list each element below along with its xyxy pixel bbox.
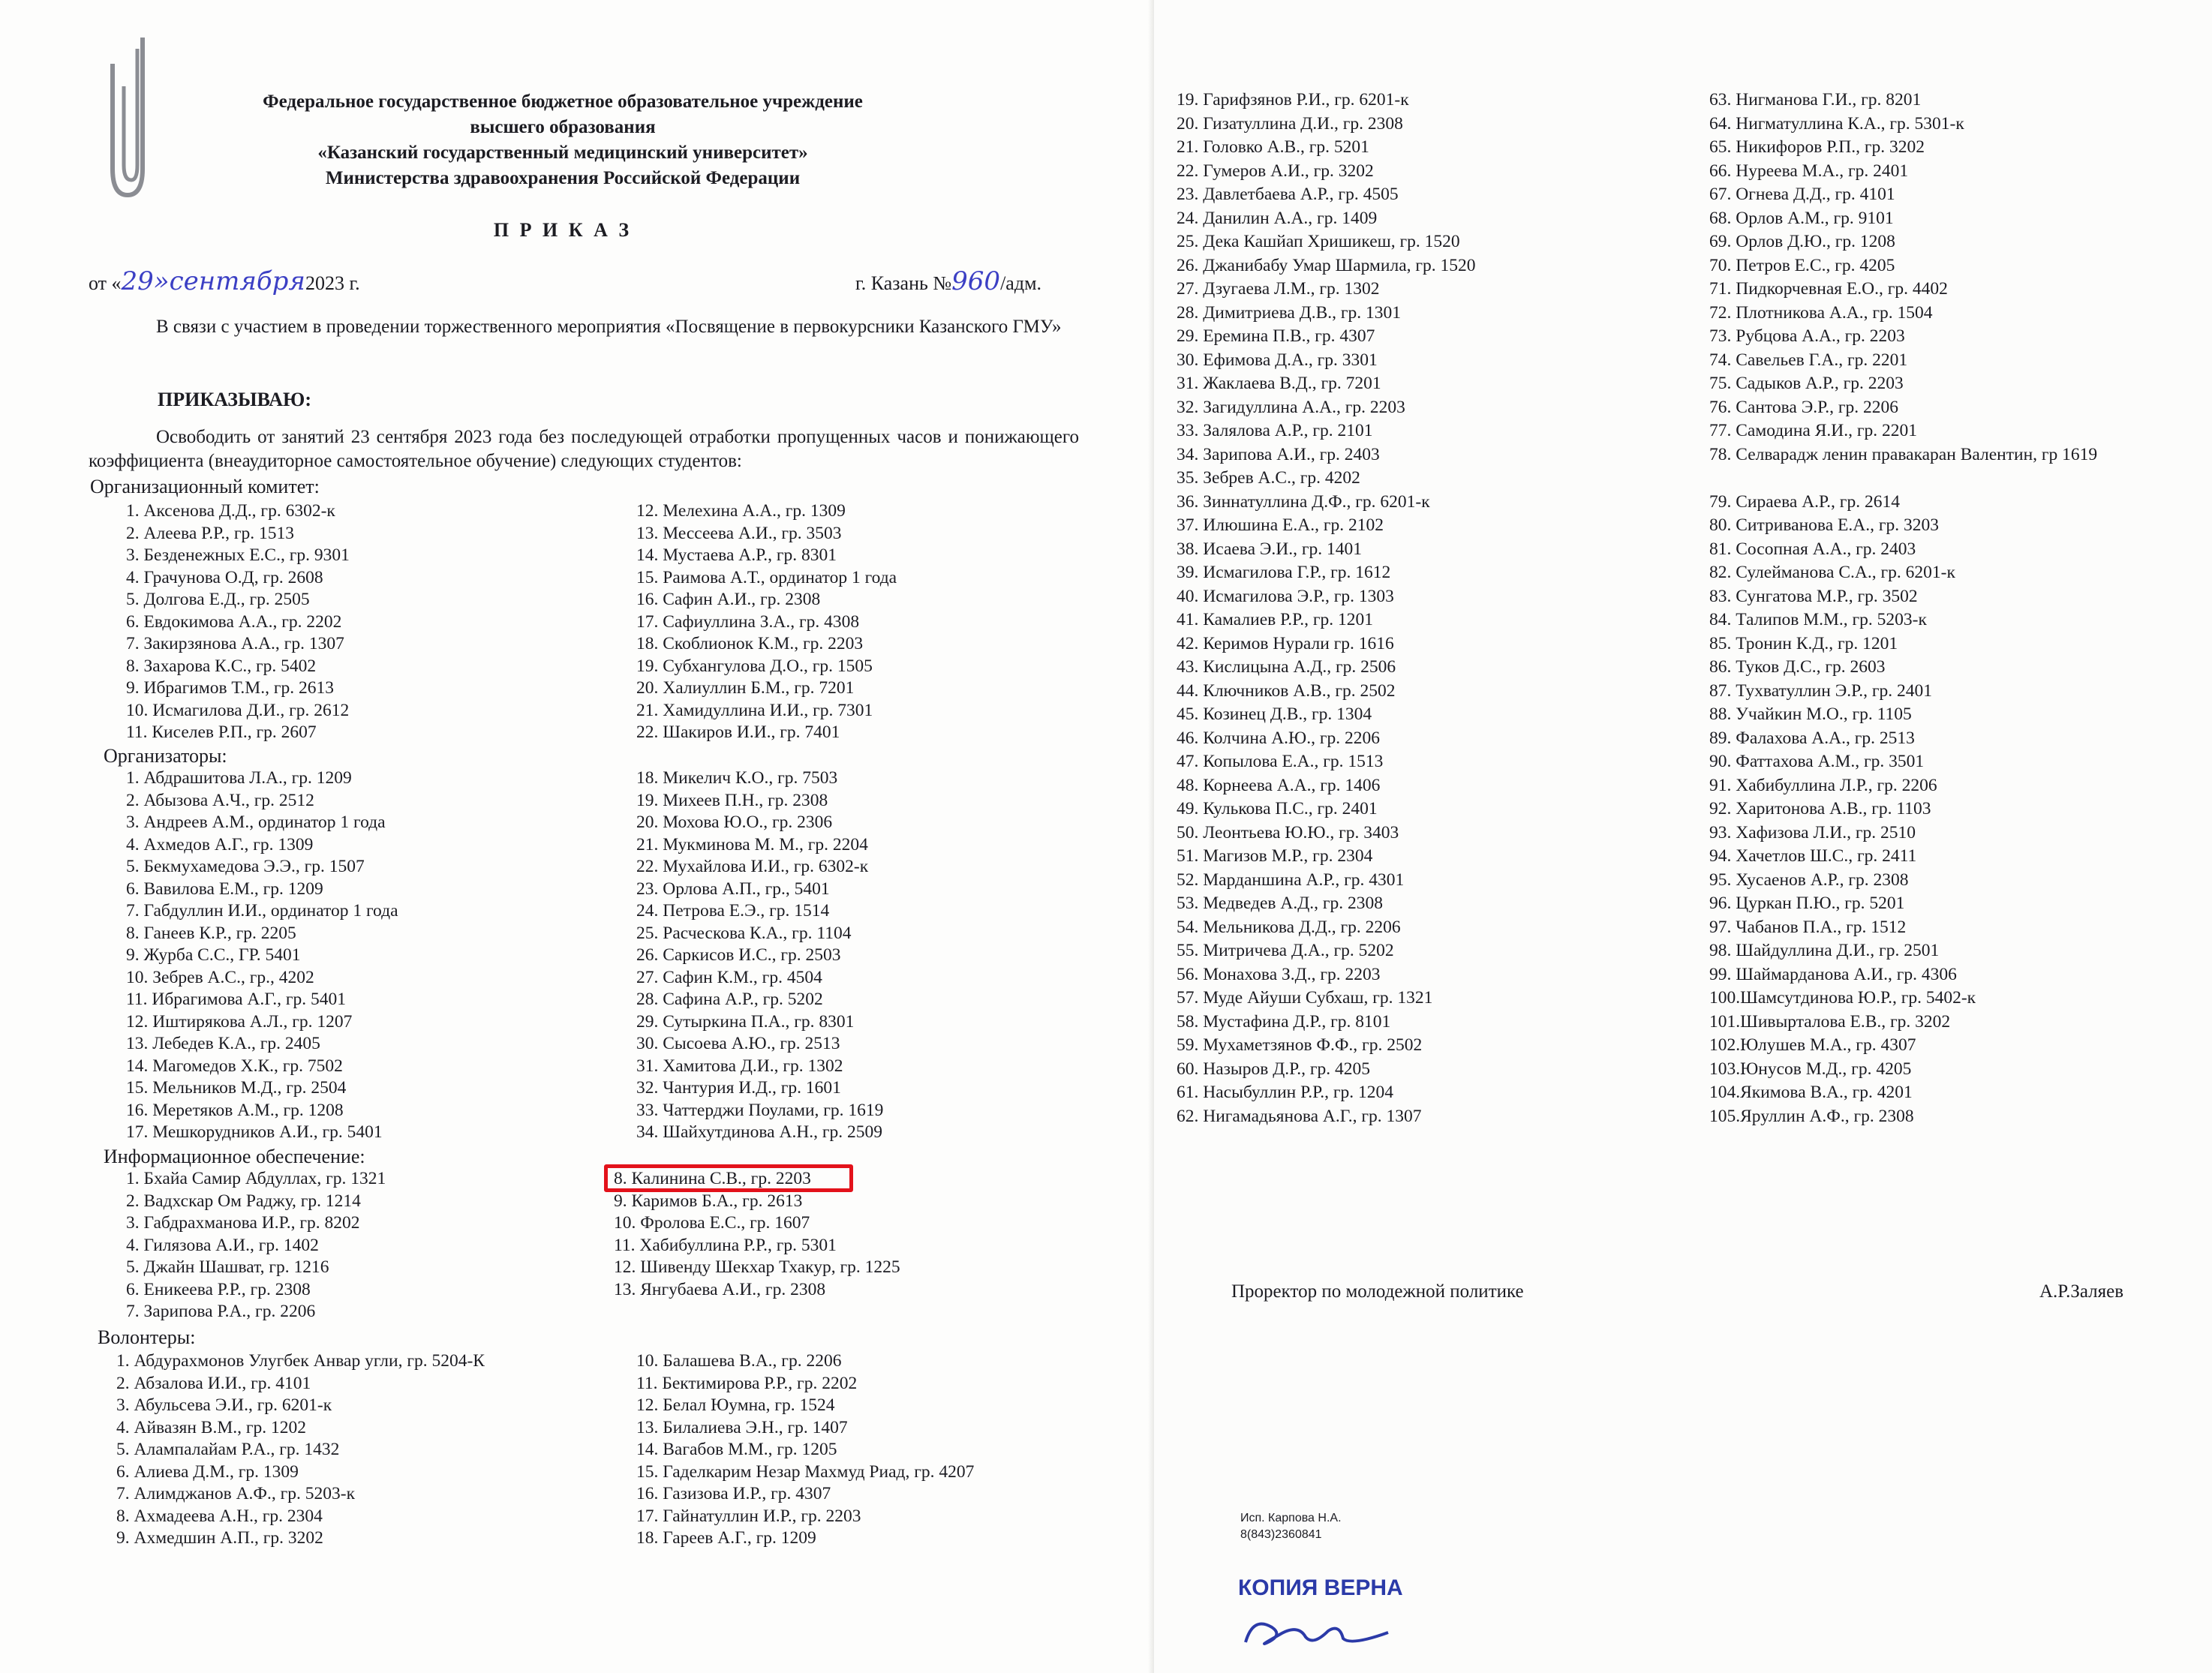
list-item: 4. Айвазян В.М., гр. 1202 — [116, 1417, 307, 1437]
list-item: 9. Журба С.С., ГР. 5401 — [126, 945, 301, 965]
list-item: 22. Гумеров А.И., гр. 3202 — [1177, 161, 1374, 181]
list-item: 72. Плотникова А.А., гр. 1504 — [1709, 302, 1933, 323]
header-line-2: высшего образования — [470, 117, 656, 137]
list-item: 27. Дзугаева Л.М., гр. 1302 — [1177, 279, 1380, 299]
list-item: 47. Копылова Е.А., гр. 1513 — [1177, 752, 1384, 771]
list-item: 22. Мухайлова И.И., гр. 6302-к — [636, 857, 869, 876]
list-item: 9. Ибрагимов Т.М., гр. 2613 — [126, 678, 334, 698]
list-item: 2. Вадхскар Ом Раджу, гр. 1214 — [126, 1191, 361, 1211]
list-item: 14. Мустаева А.Р., гр. 8301 — [636, 545, 837, 565]
list-item: 104.Якимова В.А., гр. 4201 — [1709, 1083, 1913, 1102]
list-item: 14. Магомедов Х.К., гр. 7502 — [126, 1056, 343, 1076]
list-item: 20. Мохова Ю.О., гр. 2306 — [636, 812, 833, 832]
header-line-4: Министерства здравоохранения Российской Федерации — [325, 168, 801, 188]
signature-name: А.Р.Заляев — [2039, 1281, 2124, 1302]
list-item: 7. Габдуллин И.И., ординатор 1 года — [126, 901, 398, 921]
list-item: 6. Евдокимова А.А., гр. 2202 — [126, 611, 342, 632]
list-item: 23. Давлетбаева А.Р., гр. 4505 — [1177, 185, 1399, 204]
list-item: 19. Михеев П.Н., гр. 2308 — [636, 790, 828, 810]
list-item: 34. Зарипова А.И., гр. 2403 — [1177, 444, 1380, 464]
list-item: 8. Захарова К.С., гр. 5402 — [126, 656, 317, 676]
list-item: 70. Петров Е.С., гр. 4205 — [1709, 255, 1895, 275]
list-item: 6. Алиева Д.М., гр. 1309 — [116, 1461, 299, 1482]
list-item: 17. Мешкорудников А.И., гр. 5401 — [126, 1122, 383, 1142]
list-item: 7. Закирзянова А.А., гр. 1307 — [126, 634, 344, 653]
list-item: 58. Мустафина Д.Р., гр. 8101 — [1177, 1011, 1391, 1032]
info-support-left-list — [126, 1168, 386, 1323]
highlight-box — [604, 1164, 853, 1192]
list-item: 54. Мельникова Д.Д., гр. 2206 — [1177, 917, 1401, 937]
list-item: 71. Пидкорчевная Е.О., гр. 4402 — [1709, 279, 1948, 299]
list-item: 97. Чабанов П.А., гр. 1512 — [1709, 917, 1907, 937]
list-item: 57. Муде Айуши Субхаш, гр. 1321 — [1177, 988, 1433, 1008]
list-item: 43. Кислицына А.Д., гр. 2506 — [1177, 657, 1396, 677]
list-item: 84. Талипов М.М., гр. 5203-к — [1709, 610, 1927, 629]
list-item: 6. Еникеева Р.Р., гр. 2308 — [126, 1279, 311, 1299]
stamp-text: КОПИЯ ВЕРНА — [1238, 1575, 1403, 1600]
list-item: 11. Бектимирова Р.Р., гр. 2202 — [636, 1373, 858, 1393]
list-item: 22. Шакиров И.И., гр. 7401 — [636, 722, 840, 742]
list-item: 11. Киселев Р.П., гр. 2607 — [126, 722, 317, 742]
list-item: 60. Назыров Д.Р., гр. 4205 — [1177, 1059, 1370, 1079]
list-item: 37. Илюшина Е.А., гр. 2102 — [1177, 515, 1384, 535]
list-item: 95. Хусаенов А.Р., гр. 2308 — [1709, 870, 1909, 890]
volunteers-left-list — [116, 1350, 485, 1550]
list-item: 10. Фролова Е.С., гр. 1607 — [614, 1213, 810, 1233]
list-item: 85. Тронин К.Д., гр. 1201 — [1709, 633, 1898, 653]
list-item: 67. Огнева Д.Д., гр. 4101 — [1709, 185, 1895, 204]
order-place: г. Казань № — [855, 272, 952, 294]
list-item: 78. Селварадж ленин правакаран Валентин, гр 1619 — [1709, 444, 2098, 464]
list-item: 77. Самодина Я.И., гр. 2201 — [1709, 421, 1917, 440]
list-item: 56. Монахова З.Д., гр. 2203 — [1177, 964, 1381, 984]
list-item: 16. Газизова И.Р., гр. 4307 — [636, 1484, 831, 1503]
org-committee-right-list — [636, 500, 897, 744]
list-item: 13. Лебедев К.А., гр. 2405 — [126, 1034, 320, 1053]
list-item: 16. Меретяков А.М., гр. 1208 — [126, 1100, 344, 1120]
list-item: 28. Димитриева Д.В., гр. 1301 — [1177, 302, 1402, 323]
list-item: 2. Алеева Р.Р., гр. 1513 — [126, 523, 295, 543]
list-item: 80. Ситриванова Е.А., гр. 3203 — [1709, 515, 1939, 535]
list-item: 12. Шивенду Шекхар Тхакур, гр. 1225 — [614, 1257, 900, 1277]
list-item: 25. Расческова К.А., гр. 1104 — [636, 923, 852, 943]
list-item: 51. Магизов М.Р., гр. 2304 — [1177, 846, 1373, 866]
list-item: 10. Зебрев А.С., гр., 4202 — [126, 967, 314, 987]
order-paragraph: Освободить от занятий 23 сентября 2023 года без последующей отработки пропущенных часов и понижающего коэффициента (внеаудиторное самостоятельное обучение) следующих студентов: — [89, 427, 1079, 471]
list-item: 49. Кулькова П.С., гр. 2401 — [1177, 799, 1378, 818]
list-item: 14. Вагабов М.М., гр. 1205 — [636, 1440, 837, 1459]
list-item: 15. Раимова А.Т., ординатор 1 года — [636, 567, 897, 587]
list-item: 74. Савельев Г.А., гр. 2201 — [1709, 350, 1908, 370]
list-item: 38. Исаева Э.И., гр. 1401 — [1177, 539, 1363, 559]
list-item: 13. Мессеева А.И., гр. 3503 — [636, 523, 842, 543]
list-item: 3. Андреев А.М., ординатор 1 года — [126, 812, 386, 832]
section-title-org-committee: Организационный комитет: — [90, 476, 320, 497]
list-item: 5. Джайн Шашват, гр. 1216 — [126, 1257, 329, 1277]
list-item: 10. Балашева В.А., гр. 2206 — [636, 1351, 842, 1371]
list-item: 53. Медведев А.Д., гр. 2308 — [1177, 894, 1383, 913]
order-year: 2023 г. — [305, 272, 360, 294]
list-item: 2. Абызова А.Ч., гр. 2512 — [126, 790, 314, 810]
list-item: 12. Иштирякова А.Л., гр. 1207 — [126, 1011, 353, 1032]
list-item: 5. Долгова Е.Д., гр. 2505 — [126, 590, 310, 609]
list-item: 34. Шайхутдинова А.Н., гр. 2509 — [636, 1122, 883, 1142]
list-item: 82. Сулейманова С.А., гр. 6201-к — [1709, 563, 1955, 582]
list-item: 1. Аксенова Д.Д., гр. 6302-к — [126, 501, 335, 521]
list-item: 39. Исмагилова Г.Р., гр. 1612 — [1177, 563, 1391, 582]
intro-paragraph: В связи с участием в проведении торжественного мероприятия «Посвящение в первокурсники Казанского ГМУ» — [156, 317, 1062, 337]
list-item: 62. Нигамадьянова А.Г., гр. 1307 — [1177, 1106, 1422, 1126]
list-item: 50. Леонтьева Ю.Ю., гр. 3403 — [1177, 822, 1399, 843]
list-item: 32. Загидуллина А.А., гр. 2203 — [1177, 397, 1405, 417]
document-page-right — [1154, 0, 2212, 1673]
signature-position: Проректор по молодежной политике — [1231, 1281, 1524, 1302]
list-item: 63. Нигманова Г.И., гр. 8201 — [1709, 90, 1922, 110]
organizers-left-list — [126, 767, 398, 1144]
list-item: 75. Садыков А.Р., гр. 2203 — [1709, 374, 1904, 393]
list-item: 5. Алампалайам Р.А., гр. 1432 — [116, 1440, 340, 1459]
list-item: 7. Зарипова Р.А., гр. 2206 — [126, 1302, 316, 1321]
list-item: 102.Юлушев М.А., гр. 4307 — [1709, 1035, 1916, 1055]
order-number-handwritten: 960 — [951, 266, 1001, 296]
list-item: 26. Саркисов И.С., гр. 2503 — [636, 945, 841, 965]
list-item: 29. Еремина П.В., гр. 4307 — [1177, 326, 1375, 346]
list-item: 69. Орлов Д.Ю., гр. 1208 — [1709, 232, 1895, 251]
list-item: 93. Хафизова Л.И., гр. 2510 — [1709, 822, 1916, 843]
order-number-suffix: /адм. — [1000, 272, 1042, 294]
list-item: 89. Фалахова А.А., гр. 2513 — [1709, 728, 1915, 748]
section-title-info-support: Информационное обеспечение: — [104, 1146, 365, 1167]
list-item: 3. Габдрахманова И.Р., гр. 8202 — [126, 1213, 360, 1233]
list-item: 25. Дека Кашйап Хришикеш, гр. 1520 — [1177, 232, 1460, 251]
list-item: 9. Ахмедшин А.П., гр. 3202 — [116, 1528, 323, 1548]
list-item: 15. Мельников М.Д., гр. 2504 — [126, 1078, 347, 1098]
list-item: 21. Головко А.В., гр. 5201 — [1177, 137, 1369, 157]
list-item: 66. Нуреева М.А., гр. 2401 — [1709, 161, 1909, 181]
list-item: 42. Керимов Нурали гр. 1616 — [1177, 633, 1394, 653]
list-item: 13. Янгубаева А.И., гр. 2308 — [614, 1279, 826, 1299]
list-item: 36. Зиннатуллина Д.Ф., гр. 6201-к — [1177, 491, 1430, 512]
list-item: 9. Каримов Б.А., гр. 2613 — [614, 1191, 803, 1211]
list-item: 99. Шаймарданова А.И., гр. 4306 — [1709, 964, 1957, 984]
list-item: 21. Хамидуллина И.И., гр. 7301 — [636, 700, 873, 720]
list-item: 19. Субхангулова Д.О., гр. 1505 — [636, 656, 873, 676]
list-item: 33. Чаттерджи Поулами, гр. 1619 — [636, 1100, 884, 1120]
list-item: 76. Сантова Э.Р., гр. 2206 — [1709, 397, 1899, 417]
list-item: 19. Гарифзянов Р.И., гр. 6201-к — [1177, 90, 1409, 110]
section-title-volunteers: Волонтеры: — [98, 1326, 196, 1348]
list-item: 4. Гилязова А.И., гр. 1402 — [126, 1235, 319, 1255]
list-item: 3. Безденежных Е.С., гр. 9301 — [126, 545, 350, 565]
list-item: 11. Хабибуллина Р.Р., гр. 5301 — [614, 1235, 837, 1255]
org-committee-left-list — [126, 500, 350, 744]
list-item: 6. Вавилова Е.М., гр. 1209 — [126, 879, 323, 899]
list-item: 28. Сафина А.Р., гр. 5202 — [636, 990, 823, 1009]
list-item: 88. Учайкин М.О., гр. 1105 — [1709, 704, 1912, 724]
list-item: 27. Сафин К.М., гр. 4504 — [636, 967, 822, 987]
list-item: 21. Мукминова М. М., гр. 2204 — [636, 834, 868, 855]
list-item: 96. Цуркан П.Ю., гр. 5201 — [1709, 894, 1905, 913]
list-item: 8. Ахмадеева А.Н., гр. 2304 — [116, 1506, 323, 1526]
list-item: 81. Сосопная А.А., гр. 2403 — [1709, 539, 1916, 559]
list-item: 46. Колчина А.Ю., гр. 2206 — [1177, 728, 1380, 748]
list-item: 7. Алимджанов А.Ф., гр. 5203-к — [116, 1484, 355, 1503]
list-item: 13. Билалиева Э.Н., гр. 1407 — [636, 1417, 848, 1437]
list-item: 92. Харитонова А.В., гр. 1103 — [1709, 799, 1931, 818]
list-item: 17. Гайнатуллин И.Р., гр. 2203 — [636, 1506, 861, 1526]
list-item: 12. Мелехина А.А., гр. 1309 — [636, 501, 846, 521]
list-item: 105.Яруллин А.Ф., гр. 2308 — [1709, 1106, 1914, 1126]
header-line-1: Федеральное государственное бюджетное образовательное учреждение — [263, 92, 863, 112]
list-item: 18. Микелич К.О., гр. 7503 — [636, 768, 838, 788]
list-item: 64. Нигматуллина К.А., гр. 5301-к — [1709, 113, 1964, 134]
list-item: 35. Зебрев А.С., гр. 4202 — [1177, 468, 1360, 488]
list-item: 31. Хамитова Д.И., гр. 1302 — [636, 1056, 843, 1076]
organizers-right-list — [636, 767, 883, 1144]
list-item: 90. Фаттахова А.М., гр. 3501 — [1709, 752, 1925, 771]
volunteers-page2-col1 — [1177, 89, 1476, 1128]
list-item: 41. Камалиев Р.Р., гр. 1201 — [1177, 610, 1373, 629]
list-item: 59. Мухаметзянов Ф.Ф., гр. 2502 — [1177, 1035, 1423, 1055]
list-item: 1. Бхайа Самир Абдуллах, гр. 1321 — [126, 1169, 386, 1188]
list-item: 11. Ибрагимова А.Г., гр. 5401 — [126, 990, 346, 1009]
list-item: 15. Гаделкарим Незар Махмуд Риад, гр. 4207 — [636, 1461, 975, 1482]
list-item: 16. Сафин А.И., гр. 2308 — [636, 590, 821, 609]
executor-phone: 8(843)2360841 — [1240, 1528, 1322, 1541]
document-title: П Р И К А З — [493, 219, 633, 241]
order-date-prefix: от « — [89, 272, 122, 294]
volunteers-page2-col2 — [1709, 89, 2174, 1128]
list-item: 26. Джанибабу Умар Шармила, гр. 1520 — [1177, 255, 1476, 275]
header-line-3: «Казанский государственный медицинский университет» — [317, 143, 808, 163]
copy-stamp — [1238, 1575, 1403, 1659]
list-item: 1. Абдурахмонов Улугбек Анвар угли, гр. 5204-К — [116, 1351, 485, 1371]
list-item: 4. Грачунова О.Д, гр. 2608 — [126, 567, 323, 587]
list-item: 8. Калинина С.В., гр. 2203 — [614, 1169, 811, 1188]
list-item: 3. Абульсева Э.И., гр. 6201-к — [116, 1395, 332, 1415]
list-item: 40. Исмагилова Э.Р., гр. 1303 — [1177, 586, 1394, 606]
list-item: 32. Чантурия И.Д., гр. 1601 — [636, 1078, 841, 1098]
list-item: 23. Орлова А.П., гр., 5401 — [636, 879, 830, 899]
list-item: 10. Исмагилова Д.И., гр. 2612 — [126, 700, 350, 720]
list-item: 45. Козинец Д.В., гр. 1304 — [1177, 704, 1372, 724]
list-item: 17. Сафиуллина З.А., гр. 4308 — [636, 611, 860, 632]
list-item: 87. Тухватуллин Э.Р., гр. 2401 — [1709, 680, 1932, 701]
list-item: 12. Белал Юумна, гр. 1524 — [636, 1395, 835, 1415]
list-item: 103.Юнусов М.Д., гр. 4205 — [1709, 1059, 1912, 1079]
list-item: 101.Шивырталова Е.В., гр. 3202 — [1709, 1011, 1951, 1032]
order-date — [89, 266, 360, 296]
order-number — [855, 266, 1041, 296]
list-item: 1. Абдрашитова Л.А., гр. 1209 — [126, 768, 352, 788]
list-item: 31. Жаклаева В.Д., гр. 7201 — [1177, 374, 1381, 393]
stamp-signature-icon — [1238, 1601, 1396, 1653]
list-item: 24. Петрова Е.Э., гр. 1514 — [636, 901, 830, 921]
list-item: 30. Сысоева А.Ю., гр. 2513 — [636, 1034, 840, 1053]
list-item: 33. Залялова А.Р., гр. 2101 — [1177, 421, 1373, 440]
list-item: 91. Хабибуллина Л.Р., гр. 2206 — [1709, 775, 1937, 795]
list-item: 83. Сунгатова М.Р., гр. 3502 — [1709, 586, 1918, 606]
list-item: 4. Ахмедов А.Г., гр. 1309 — [126, 834, 314, 855]
list-item: 52. Марданшина А.Р., гр. 4301 — [1177, 870, 1405, 890]
list-item: 44. Ключников А.В., гр. 2502 — [1177, 680, 1396, 701]
list-item: 86. Туков Д.С., гр. 2603 — [1709, 657, 1886, 677]
list-item: 55. Митричева Д.А., гр. 5202 — [1177, 941, 1394, 960]
list-item: 24. Данилин А.А., гр. 1409 — [1177, 208, 1378, 228]
list-item: 68. Орлов А.М., гр. 9101 — [1709, 208, 1894, 228]
list-item: 94. Хачетлов Ш.С., гр. 2411 — [1709, 846, 1917, 866]
list-item: 18. Гареев А.Г., гр. 1209 — [636, 1528, 816, 1548]
list-item: 8. Ганеев К.Р., гр. 2205 — [126, 923, 296, 943]
list-item: 61. Насыбуллин Р.Р., гр. 1204 — [1177, 1083, 1394, 1102]
executor-name: Исп. Карпова Н.А. — [1240, 1512, 1342, 1524]
list-item: 20. Гизатуллина Д.И., гр. 2308 — [1177, 113, 1403, 134]
list-item: 100.Шамсутдинова Ю.Р., гр. 5402-к — [1709, 988, 1976, 1008]
list-item: 48. Корнеева А.А., гр. 1406 — [1177, 775, 1381, 795]
list-item: 5. Бекмухамедова Э.Э., гр. 1507 — [126, 857, 365, 876]
section-title-organizers: Организаторы: — [104, 745, 227, 767]
list-item: 18. Скоблионок К.М., гр. 2203 — [636, 634, 864, 653]
order-date-handwritten: 29»сентября — [121, 266, 305, 296]
list-item: 79. Сираева А.Р., гр. 2614 — [1709, 491, 1900, 512]
order-word: ПРИКАЗЫВАЮ: — [158, 389, 311, 410]
list-item: 73. Рубцова А.А., гр. 2203 — [1709, 326, 1905, 346]
list-item: 98. Шайдуллина Д.И., гр. 2501 — [1709, 941, 1940, 960]
list-item: 65. Никифоров Р.П., гр. 3202 — [1709, 137, 1925, 157]
list-item: 20. Халиуллин Б.М., гр. 7201 — [636, 678, 855, 698]
list-item: 2. Абзалова И.И., гр. 4101 — [116, 1373, 311, 1393]
list-item: 29. Сутыркина П.А., гр. 8301 — [636, 1011, 855, 1032]
list-item: 30. Ефимова Д.А., гр. 3301 — [1177, 350, 1378, 370]
volunteers-right-list — [636, 1350, 974, 1550]
